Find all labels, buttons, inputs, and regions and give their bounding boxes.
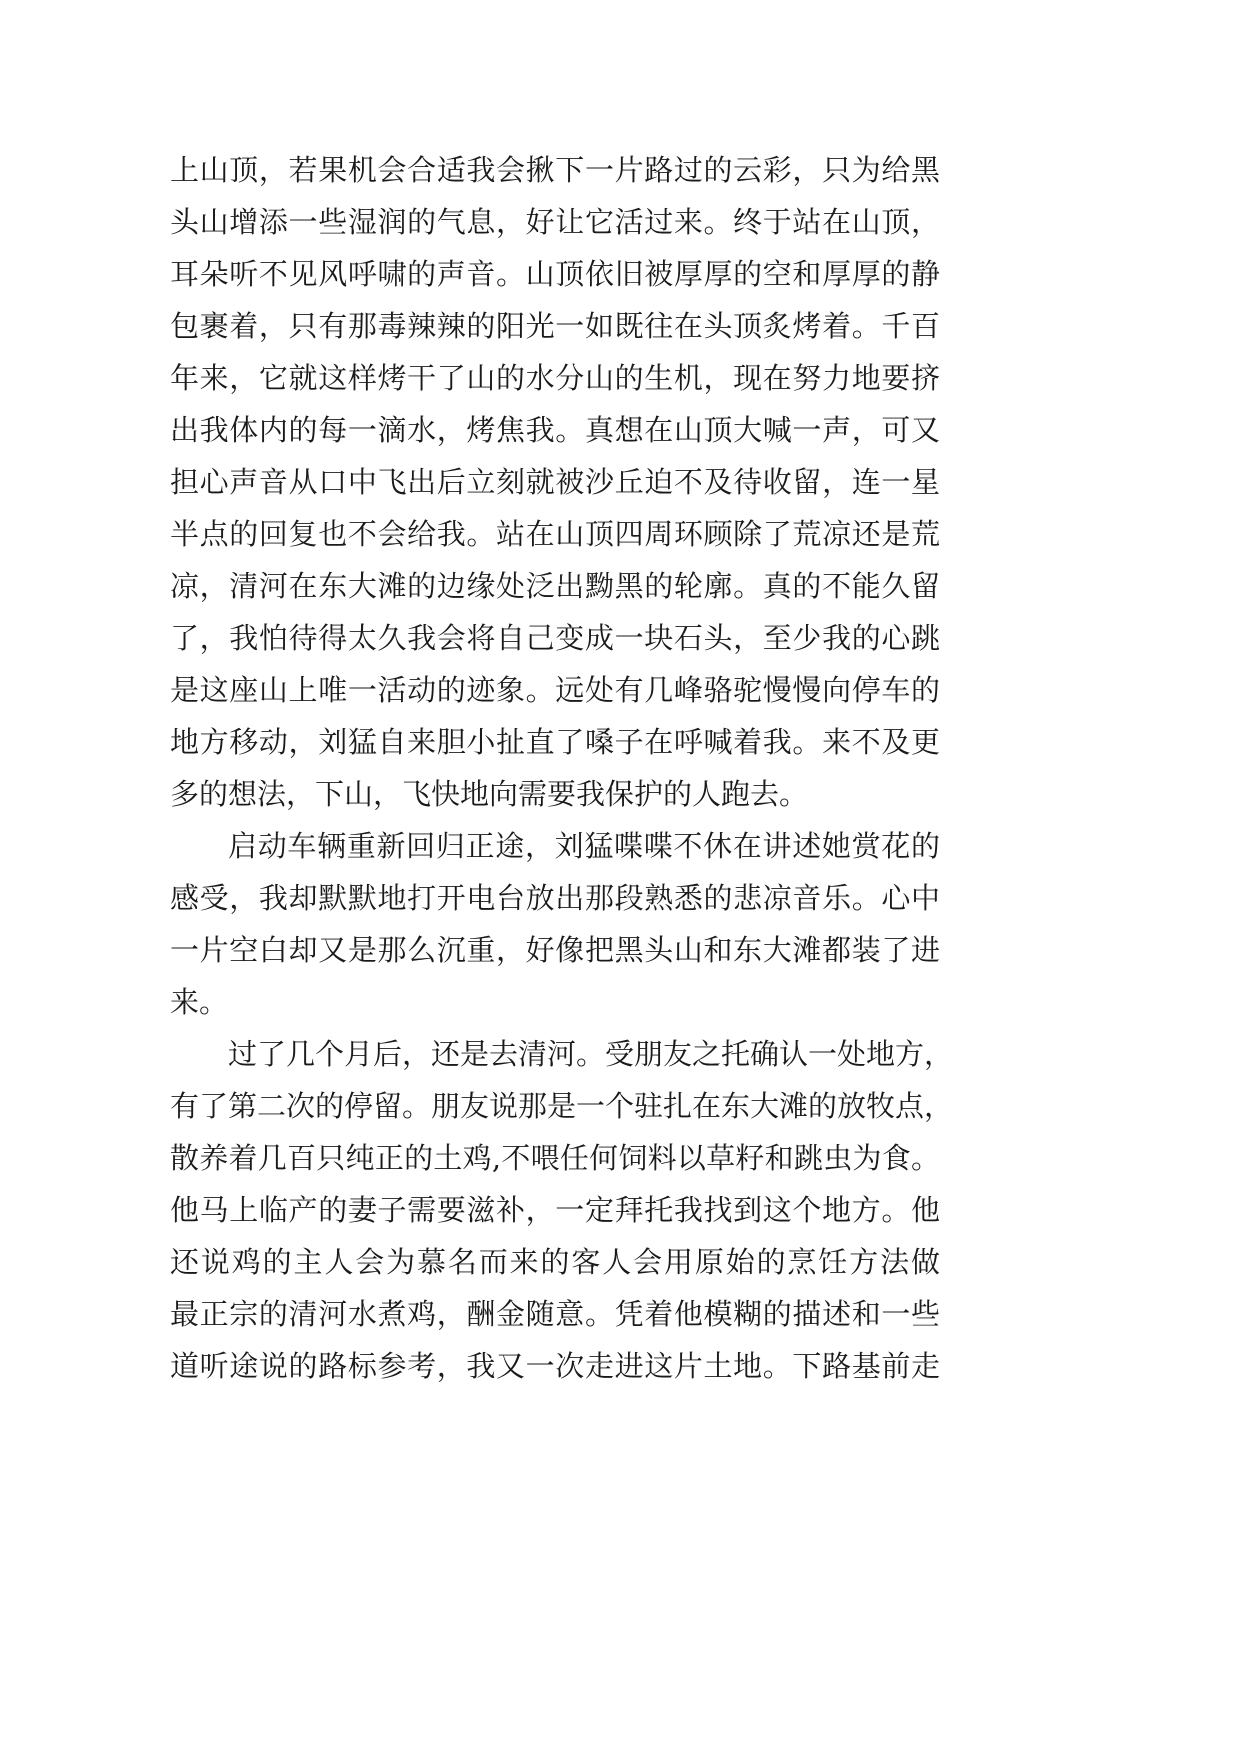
text-line: 半点的回复也不会给我。站在山顶四周环顾除了荒凉还是荒 bbox=[170, 517, 940, 551]
text-line: 头山增添一些湿润的气息，好让它活过来。终于站在山顶， bbox=[170, 205, 940, 239]
text-line: 了，我怕待得太久我会将自己变成一块石头，至少我的心跳 bbox=[170, 621, 940, 655]
text-line: 年来，它就这样烤干了山的水分山的生机，现在努力地要挤 bbox=[170, 361, 940, 395]
text-line: 来。 bbox=[170, 985, 229, 1019]
paragraph bbox=[170, 1028, 954, 1392]
text-line: 耳朵听不见风呼啸的声音。山顶依旧被厚厚的空和厚厚的静 bbox=[170, 257, 940, 291]
text-line: 有了第二次的停留。朋友说那是一个驻扎在东大滩的放牧点， bbox=[170, 1089, 954, 1123]
text-line: 还说鸡的主人会为慕名而来的客人会用原始的烹饪方法做 bbox=[170, 1245, 940, 1279]
text-line: 启动车辆重新回归正途，刘猛喋喋不休在讲述她赏花的 bbox=[228, 829, 940, 863]
body-text bbox=[170, 144, 954, 1392]
text-line: 多的想法，下山，飞快地向需要我保护的人跑去。 bbox=[170, 777, 809, 811]
text-line: 上山顶，若果机会合适我会揪下一片路过的云彩，只为给黑 bbox=[170, 153, 940, 187]
text-line: 散养着几百只纯正的土鸡,不喂任何饲料以草籽和跳虫为食。 bbox=[170, 1141, 940, 1175]
text-line: 一片空白却又是那么沉重，好像把黑头山和东大滩都装了进 bbox=[170, 933, 940, 967]
paragraph bbox=[170, 144, 940, 820]
text-line: 包裹着，只有那毒辣辣的阳光一如既往在头顶炙烤着。千百 bbox=[170, 309, 940, 343]
text-line: 担心声音从口中飞出后立刻就被沙丘迫不及待收留，连一星 bbox=[170, 465, 940, 499]
text-line: 他马上临产的妻子需要滋补，一定拜托我找到这个地方。他 bbox=[170, 1193, 940, 1227]
text-line: 最正宗的清河水煮鸡，酬金随意。凭着他模糊的描述和一些 bbox=[170, 1297, 940, 1331]
text-line: 地方移动，刘猛自来胆小扯直了嗓子在呼喊着我。来不及更 bbox=[170, 725, 940, 759]
paragraph bbox=[170, 820, 940, 1028]
text-line: 道听途说的路标参考，我又一次走进这片土地。下路基前走 bbox=[170, 1349, 940, 1383]
text-line: 出我体内的每一滴水，烤焦我。真想在山顶大喊一声，可又 bbox=[170, 413, 940, 447]
text-line: 是这座山上唯一活动的迹象。远处有几峰骆驼慢慢向停车的 bbox=[170, 673, 940, 707]
text-line: 过了几个月后，还是去清河。受朋友之托确认一处地方， bbox=[228, 1037, 954, 1071]
text-line: 凉，清河在东大滩的边缘处泛出黝黑的轮廓。真的不能久留 bbox=[170, 569, 940, 603]
text-line: 感受，我却默默地打开电台放出那段熟悉的悲凉音乐。心中 bbox=[170, 881, 940, 915]
